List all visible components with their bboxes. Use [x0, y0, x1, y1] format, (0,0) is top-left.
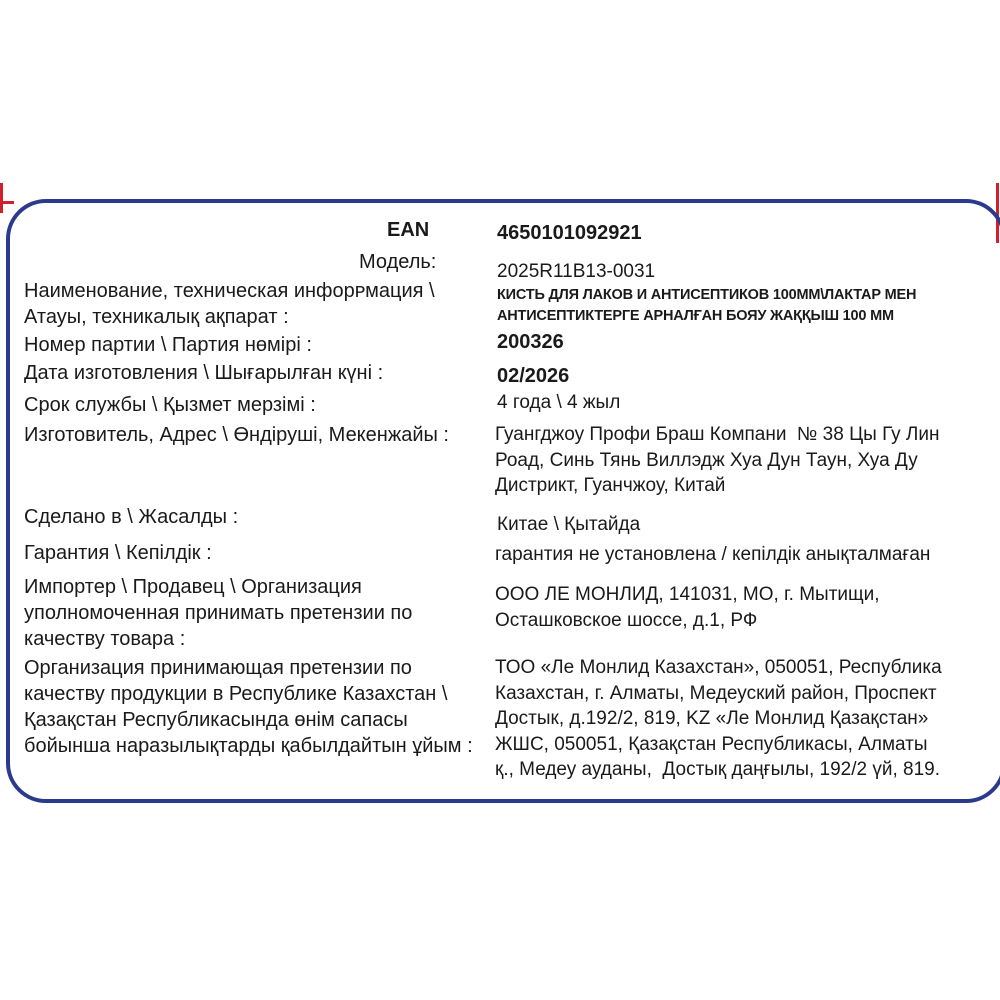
ean-label: EAN: [387, 219, 430, 241]
ean-value: 4650101092921: [497, 222, 642, 244]
importer-value: ООО ЛЕ МОНЛИД, 141031, МО, г. Мытищи, Осташковское шоссе, д.1, РФ: [495, 584, 880, 631]
claims-org-value: ТОО «Ле Монлид Казахстан», 050051, Республика Казахстан, г. Алматы, Медеуский район, Проспект Достык, д.192/2, 819, KZ «Ле Монлид Қазақстан» ЖШС, 050051, Қазақстан Республикасы, Алматы қ., Медеу ауданы, Достық даңғылы, 192/2 үй, 819.: [495, 657, 942, 780]
name-value-line1: КИСТЬ ДЛЯ ЛАКОВ И АНТИСЕПТИКОВ 100ММ\ЛАКТАР МЕН: [497, 287, 917, 303]
model-label: Модель:: [359, 251, 437, 273]
name-label-line2: Атауы, техникалық ақпарат :: [24, 306, 289, 328]
batch-value: 200326: [497, 331, 564, 353]
name-value-line2: АНТИСЕПТИКТЕРГЕ АРНАЛҒАН БОЯУ ЖАҚҚЫШ 100 ММ: [497, 308, 894, 324]
crop-mark-left-vertical: [0, 183, 3, 213]
batch-label: Номер партии \ Партия нөмірі :: [24, 334, 312, 356]
name-label-line1: Наименование, техническая инфорᴘмация \: [24, 280, 435, 302]
manufacturer-label: Изготовитель, Адрес \ Өндіруші, Мекенжайы :: [24, 424, 449, 446]
warranty-label: Гарантия \ Кепілдік :: [24, 542, 212, 564]
manufacture-date-label: Дата изготовления \ Шығарылған күні :: [24, 362, 384, 384]
claims-org-label: Организация принимающая претензии по качеству продукции в Республике Казахстан \ Қазақстан Республикасында өнім сапасы бойынша наразылықтарды қабылдайтын ұйым :: [24, 657, 473, 757]
made-in-label: Сделано в \ Жасалды :: [24, 506, 239, 528]
made-in-value: Китае \ Қытайда: [497, 514, 641, 535]
warranty-value: гарантия не установлена / кепілдік анықталмаған: [495, 544, 931, 565]
service-life-label: Срок службы \ Қызмет мерзімі :: [24, 394, 316, 416]
manufacturer-value: Гуангджоу Профи Браш Компани № 38 Цы Гу Лин Роад, Синь Тянь Виллэдж Хуа Дун Таун, Хуа Ду Дистрикт, Гуанчжоу, Китай: [495, 424, 940, 496]
manufacture-date-value: 02/2026: [497, 365, 570, 387]
model-value: 2025R11B13-0031: [497, 261, 656, 282]
importer-label: Импортер \ Продавец \ Организация уполномоченная принимать претензии по качеству товара :: [24, 576, 413, 650]
crop-mark-left-horizontal: [0, 201, 14, 204]
service-life-value: 4 года \ 4 жыл: [497, 392, 621, 413]
